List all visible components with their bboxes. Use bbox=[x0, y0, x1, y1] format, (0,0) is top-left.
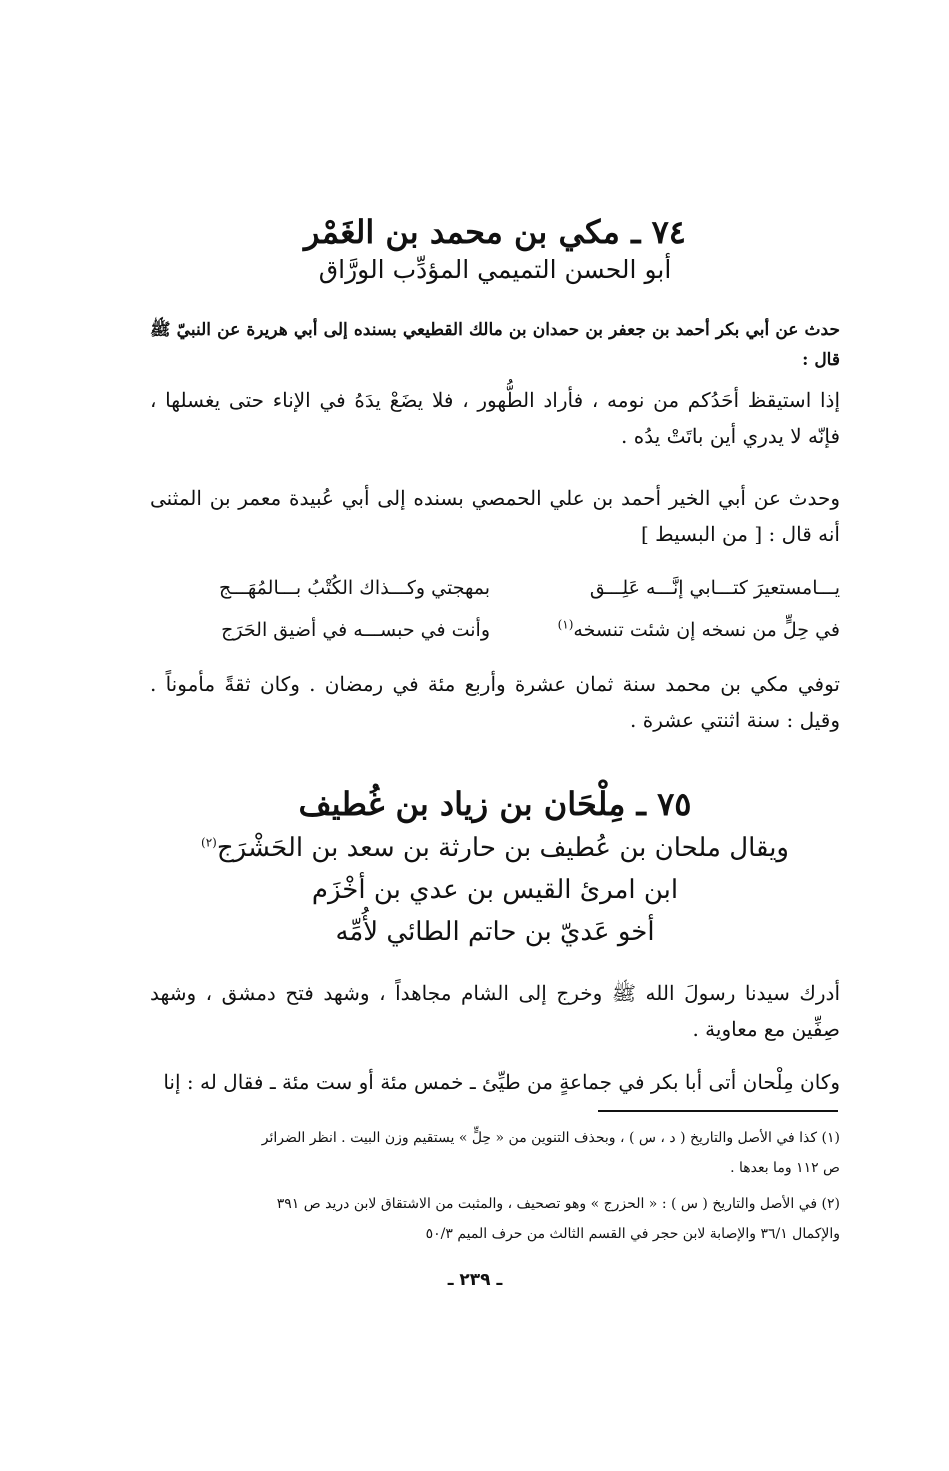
entry-75-lineage-1 bbox=[150, 828, 840, 868]
footnote-marker-1: (١) bbox=[557, 617, 574, 632]
entry-75-lineage-3: أخو عَديّ بن حاتم الطائي لأُمِّه bbox=[335, 917, 655, 947]
entry-74-hadith: إذا استيقظ أحَدُكم من نومه ، فأراد الطُّهور ، فلا يضَعْ يدَهُ في الإناء حتى يغسلها ، فإنّه لا يدري أين باتَتْ يدُه . bbox=[150, 388, 840, 448]
entry-74-subtitle: أبو الحسن التميمي المؤدِّب الورَّاق bbox=[318, 255, 672, 284]
poem-line-1 bbox=[150, 570, 840, 606]
poem-line-2-second-hemistich: وأنت في حبســـه في أضيق الحَرَج bbox=[221, 619, 490, 641]
entry-75-paragraph-1: أدرك سيدنا رسولَ الله ﷺ وخرج إلى الشام مجاهداً ، وشهد فتح دمشق ، وشهد صِفِّين مع معاوية . bbox=[150, 981, 840, 1041]
entry-75-title: ٧٥ ـ مِلْحَان بن زياد بن غُطيف bbox=[298, 785, 692, 823]
poem-line-2-first-hemistich bbox=[510, 612, 840, 648]
footnote-2-line-1: (٢) في الأصل والتاريخ ( س ) : « الحزرج » وهو تصحيف ، والمثبت من الاشتقاق لابن دريد ص ٣٩١ bbox=[276, 1196, 840, 1212]
footnote-marker-2: (٢) bbox=[201, 835, 217, 850]
page-number: ـ ٢٣٩ ـ bbox=[447, 1270, 503, 1290]
poem-line-1-second-hemistich: بمهجتي وكـــذاك الكُتْبُ بـــالمُهَـــج bbox=[218, 577, 490, 599]
poem-line-1-first-hemistich: يـــامستعيرَ كتـــابي إنَّـــه عَلِـــق bbox=[589, 577, 840, 599]
entry-75-lineage-2: ابن امرئ القيس بن عدي بن أخْزَم bbox=[311, 875, 679, 905]
poem-line-2 bbox=[150, 612, 840, 648]
poem-line-2-text: في حِلٍّ من نسخه إن شئت تنسخه bbox=[573, 619, 840, 641]
entry-75-lineage-1-text: ويقال ملحان بن عُطيف بن حارثة بن سعد بن الحَشْرَج bbox=[216, 833, 789, 863]
entry-75-paragraph-2: وكان مِلْحان أتى أبا بكر في جماعةٍ من طيِّئ ـ خمس مئة أو ست مئة ـ فقال له : إنا bbox=[163, 1070, 840, 1094]
footnote-1-line-2: ص ١١٢ وما بعدها . bbox=[730, 1160, 840, 1176]
entry-74-poem-intro: وحدث عن أبي الخير أحمد بن علي الحمصي بسنده إلى أبي عُبيدة معمر بن المثنى أنه قال : [ من البسيط ] bbox=[150, 486, 840, 546]
entry-74-death-note: توفي مكي بن محمد سنة ثمان عشرة وأربع مئة في رمضان . وكان ثقةً مأموناً . وقيل : سنة اثنتي عشرة . bbox=[150, 672, 840, 732]
footnote-2-line-2: والإكمال ٣٦/١ والإصابة لابن حجر في القسم الثالث من حرف الميم ٥٠/٣ bbox=[425, 1226, 840, 1242]
footnote-separator bbox=[598, 1110, 838, 1112]
footnote-1-line-1: (١) كذا في الأصل والتاريخ ( د ، س ) ، وبحذف التنوين من « حِلٍّ » يستقيم وزن البيت . انظر الضرائر bbox=[261, 1130, 840, 1146]
entry-74-title: ٧٤ ـ مكي بن محمد بن الغَمْر bbox=[304, 213, 686, 251]
entry-74-isnad: حدث عن أبي بكر أحمد بن جعفر بن حمدان بن مالك القطيعي بسنده إلى أبي هريرة عن النبيّ ﷺ قال : bbox=[150, 320, 840, 370]
